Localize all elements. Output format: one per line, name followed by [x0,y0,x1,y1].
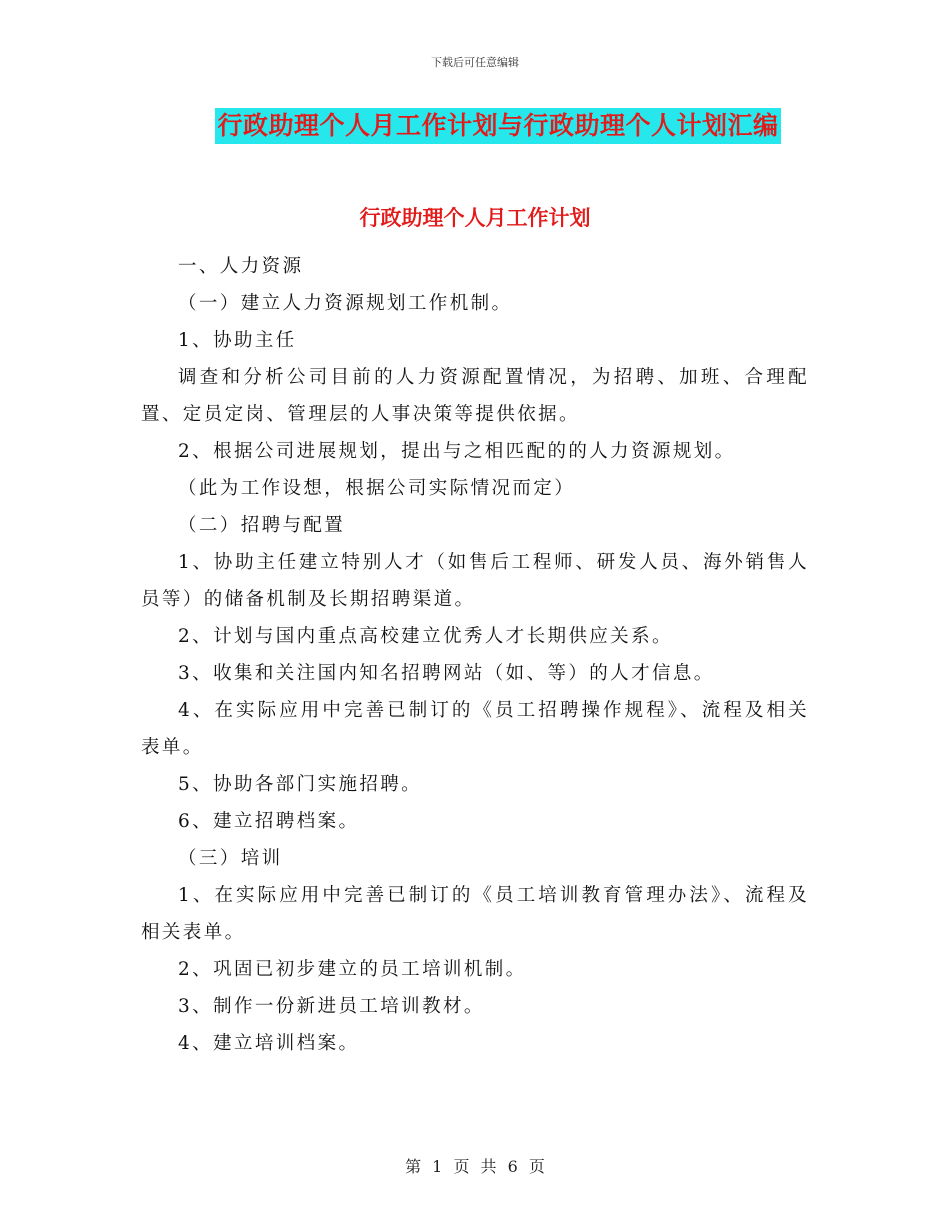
page-footer: 第 1 页 共 6 页 [405,1157,545,1176]
paragraph: 2、计划与国内重点高校建立优秀人才长期供应关系。 [178,626,673,647]
paragraph: 1、协助主任建立特别人才（如售后工程师、研发人员、海外销售人员等）的储备机制及长期招聘渠道。 [141,552,809,610]
paragraph: 1、协助主任 [178,330,297,351]
paragraph: （此为工作设想，根据公司实际情况而定） [178,478,576,499]
paragraph: 3、收集和关注国内知名招聘网站（如、等）的人才信息。 [178,663,715,684]
sub-title: 行政助理个人月工作计划 [359,206,591,230]
paragraph: 6、建立招聘档案。 [178,811,360,832]
main-title: 行政助理个人月工作计划与行政助理个人计划汇编 [215,108,780,144]
paragraph: 一、人力资源 [178,256,304,277]
paragraph: 4、在实际应用中完善已制订的《员工招聘操作规程》、流程及相关表单。 [141,700,809,758]
paragraph: （三）培训 [178,848,283,869]
main-title-container [0,108,950,144]
paragraph: 5、协助各部门实施招聘。 [178,774,423,795]
document-body [141,248,809,1062]
header-note: 下载后可任意编辑 [431,56,519,69]
paragraph: 2、巩固已初步建立的员工培训机制。 [178,959,527,980]
paragraph: 4、建立培训档案。 [178,1033,360,1054]
paragraph: （二）招聘与配置 [178,515,346,536]
paragraph: 调查和分析公司目前的人力资源配置情况，为招聘、加班、合理配置、定员定岗、管理层的人事决策等提供依据。 [141,367,809,425]
paragraph: 1、在实际应用中完善已制订的《员工培训教育管理办法》、流程及相关表单。 [141,885,809,943]
paragraph: （一）建立人力资源规划工作机制。 [178,293,513,314]
paragraph: 2、根据公司进展规划，提出与之相匹配的的人力资源规划。 [178,441,736,462]
paragraph: 3、制作一份新进员工培训教材。 [178,996,485,1017]
